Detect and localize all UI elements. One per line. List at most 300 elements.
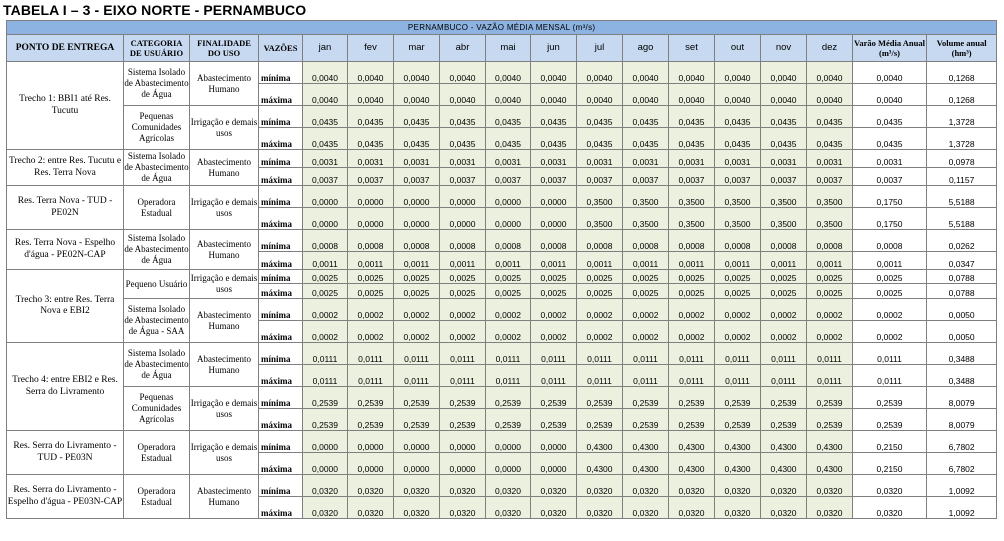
media-anual-cell: 0,2539 xyxy=(853,387,927,409)
categoria-cell: Sistema Isolado de Abastecimento de Água xyxy=(124,230,190,270)
table-banner: PERNAMBUCO - VAZÃO MÉDIA MENSAL (m³/s) xyxy=(7,21,997,35)
month-value-cell: 0,0011 xyxy=(577,252,623,270)
month-value-cell: 0,0002 xyxy=(440,299,486,321)
month-value-cell: 0,0111 xyxy=(486,365,531,387)
month-value-cell: 0,0040 xyxy=(623,62,669,84)
header-row xyxy=(7,35,997,62)
month-value-cell: 0,0111 xyxy=(440,343,486,365)
table-row xyxy=(7,186,997,208)
categoria-cell: Sistema Isolado de Abastecimento de Água xyxy=(124,150,190,186)
month-value-cell: 0,0000 xyxy=(394,431,440,453)
month-value-cell: 0,0040 xyxy=(807,84,853,106)
month-value-cell: 0,0031 xyxy=(303,150,348,168)
month-value-cell: 0,0000 xyxy=(486,208,531,230)
month-value-cell: 0,0002 xyxy=(486,321,531,343)
month-value-cell: 0,2539 xyxy=(761,387,807,409)
month-value-cell: 0,0320 xyxy=(669,497,715,519)
finalidade-cell: Abastecimento Humano xyxy=(190,150,259,186)
month-value-cell: 0,0008 xyxy=(761,230,807,252)
volume-anual-cell: 6,7802 xyxy=(927,453,997,475)
ponto-entrega-cell: Trecho 2: entre Res. Tucutu e Res. Terra Nova xyxy=(7,150,124,186)
month-value-cell: 0,0000 xyxy=(303,453,348,475)
table-row xyxy=(7,62,997,84)
month-value-cell: 0,2539 xyxy=(394,409,440,431)
month-value-cell: 0,0040 xyxy=(715,84,761,106)
vazao-type-cell: máxima xyxy=(259,321,303,343)
vazao-type-cell: mínima xyxy=(259,230,303,252)
month-value-cell: 0,0111 xyxy=(577,365,623,387)
finalidade-cell: Irrigação e demais usos xyxy=(190,431,259,475)
month-value-cell: 0,2539 xyxy=(303,387,348,409)
month-value-cell: 0,0320 xyxy=(577,475,623,497)
month-value-cell: 0,0435 xyxy=(394,106,440,128)
month-value-cell: 0,0002 xyxy=(531,299,577,321)
month-value-cell: 0,0000 xyxy=(348,208,394,230)
month-value-cell: 0,0320 xyxy=(303,497,348,519)
month-value-cell: 0,0435 xyxy=(394,128,440,150)
month-value-cell: 0,0008 xyxy=(440,230,486,252)
finalidade-cell: Irrigação e demais usos xyxy=(190,387,259,431)
month-value-cell: 0,0000 xyxy=(394,208,440,230)
header-month: jun xyxy=(531,35,577,62)
month-value-cell: 0,0025 xyxy=(348,270,394,284)
month-value-cell: 0,2539 xyxy=(348,387,394,409)
month-value-cell: 0,0002 xyxy=(807,299,853,321)
month-value-cell: 0,0008 xyxy=(394,230,440,252)
volume-anual-cell: 5,5188 xyxy=(927,186,997,208)
month-value-cell: 0,0111 xyxy=(623,343,669,365)
header-month: dez xyxy=(807,35,853,62)
ponto-entrega-cell: Res. Serra do Livramento - TUD - PE03N xyxy=(7,431,124,475)
month-value-cell: 0,0111 xyxy=(577,343,623,365)
month-value-cell: 0,0000 xyxy=(531,208,577,230)
month-value-cell: 0,0320 xyxy=(623,497,669,519)
month-value-cell: 0,2539 xyxy=(394,387,440,409)
month-value-cell: 0,0031 xyxy=(440,150,486,168)
month-value-cell: 0,0000 xyxy=(348,453,394,475)
month-value-cell: 0,2539 xyxy=(577,387,623,409)
vazao-type-cell: máxima xyxy=(259,84,303,106)
media-anual-cell: 0,0025 xyxy=(853,270,927,284)
media-anual-cell: 0,0031 xyxy=(853,150,927,168)
month-value-cell: 0,0435 xyxy=(807,106,853,128)
month-value-cell: 0,0040 xyxy=(761,84,807,106)
month-value-cell: 0,0011 xyxy=(531,252,577,270)
month-value-cell: 0,3500 xyxy=(807,208,853,230)
volume-anual-cell: 8,0079 xyxy=(927,409,997,431)
month-value-cell: 0,4300 xyxy=(623,431,669,453)
month-value-cell: 0,4300 xyxy=(807,453,853,475)
vazao-type-cell: mínima xyxy=(259,387,303,409)
month-value-cell: 0,0037 xyxy=(348,168,394,186)
vazao-type-cell: mínima xyxy=(259,270,303,284)
month-value-cell: 0,0320 xyxy=(440,475,486,497)
vazao-type-cell: máxima xyxy=(259,128,303,150)
month-value-cell: 0,0002 xyxy=(761,299,807,321)
month-value-cell: 0,0040 xyxy=(577,62,623,84)
month-value-cell: 0,0002 xyxy=(531,321,577,343)
month-value-cell: 0,0025 xyxy=(394,270,440,284)
month-value-cell: 0,0002 xyxy=(394,299,440,321)
volume-anual-cell: 0,1268 xyxy=(927,84,997,106)
table-row xyxy=(7,230,997,252)
month-value-cell: 0,0002 xyxy=(348,321,394,343)
categoria-cell: Operadora Estadual xyxy=(124,186,190,230)
month-value-cell: 0,4300 xyxy=(669,453,715,475)
categoria-cell: Operadora Estadual xyxy=(124,431,190,475)
media-anual-cell: 0,0011 xyxy=(853,252,927,270)
month-value-cell: 0,0002 xyxy=(394,321,440,343)
month-value-cell: 0,0040 xyxy=(440,84,486,106)
finalidade-cell: Abastecimento Humano xyxy=(190,62,259,106)
month-value-cell: 0,0008 xyxy=(577,230,623,252)
month-value-cell: 0,0000 xyxy=(531,453,577,475)
month-value-cell: 0,0320 xyxy=(348,497,394,519)
volume-anual-cell: 8,0079 xyxy=(927,387,997,409)
month-value-cell: 0,2539 xyxy=(486,409,531,431)
month-value-cell: 0,0025 xyxy=(577,284,623,299)
month-value-cell: 0,0435 xyxy=(715,106,761,128)
month-value-cell: 0,4300 xyxy=(623,453,669,475)
month-value-cell: 0,0025 xyxy=(623,270,669,284)
month-value-cell: 0,0040 xyxy=(761,62,807,84)
month-value-cell: 0,0111 xyxy=(715,365,761,387)
month-value-cell: 0,0008 xyxy=(807,230,853,252)
month-value-cell: 0,0040 xyxy=(486,84,531,106)
month-value-cell: 0,0025 xyxy=(531,284,577,299)
month-value-cell: 0,0040 xyxy=(348,84,394,106)
media-anual-cell: 0,0002 xyxy=(853,321,927,343)
month-value-cell: 0,0002 xyxy=(348,299,394,321)
media-anual-cell: 0,2539 xyxy=(853,409,927,431)
month-value-cell: 0,0002 xyxy=(715,321,761,343)
media-anual-cell: 0,0111 xyxy=(853,343,927,365)
month-value-cell: 0,0040 xyxy=(440,62,486,84)
ponto-entrega-cell: Res. Serra do Livramento - Espelho d'água - PE03N-CAP xyxy=(7,475,124,519)
finalidade-cell: Abastecimento Humano xyxy=(190,475,259,519)
volume-anual-cell: 1,3728 xyxy=(927,128,997,150)
volume-anual-cell: 0,3488 xyxy=(927,365,997,387)
month-value-cell: 0,2539 xyxy=(807,387,853,409)
month-value-cell: 0,0002 xyxy=(440,321,486,343)
table-row xyxy=(7,387,997,409)
month-value-cell: 0,0320 xyxy=(486,497,531,519)
month-value-cell: 0,0000 xyxy=(531,431,577,453)
month-value-cell: 0,0040 xyxy=(531,84,577,106)
volume-anual-cell: 0,0788 xyxy=(927,284,997,299)
month-value-cell: 0,4300 xyxy=(761,453,807,475)
month-value-cell: 0,4300 xyxy=(715,453,761,475)
month-value-cell: 0,0435 xyxy=(486,106,531,128)
month-value-cell: 0,0000 xyxy=(303,208,348,230)
categoria-cell: Operadora Estadual xyxy=(124,475,190,519)
month-value-cell: 0,0320 xyxy=(761,497,807,519)
month-value-cell: 0,0037 xyxy=(577,168,623,186)
month-value-cell: 0,0000 xyxy=(486,453,531,475)
month-value-cell: 0,0000 xyxy=(486,186,531,208)
month-value-cell: 0,0320 xyxy=(394,475,440,497)
ponto-entrega-cell: Trecho 3: entre Res. Terra Nova e EBI2 xyxy=(7,270,124,343)
month-value-cell: 0,0002 xyxy=(761,321,807,343)
header-month: set xyxy=(669,35,715,62)
month-value-cell: 0,0011 xyxy=(715,252,761,270)
vazao-type-cell: máxima xyxy=(259,208,303,230)
month-value-cell: 0,0002 xyxy=(623,321,669,343)
media-anual-cell: 0,1750 xyxy=(853,186,927,208)
month-value-cell: 0,0000 xyxy=(348,431,394,453)
volume-anual-cell: 0,0347 xyxy=(927,252,997,270)
month-value-cell: 0,0111 xyxy=(348,343,394,365)
vazao-type-cell: mínima xyxy=(259,299,303,321)
month-value-cell: 0,0040 xyxy=(669,62,715,84)
month-value-cell: 0,4300 xyxy=(807,431,853,453)
month-value-cell: 0,2539 xyxy=(348,409,394,431)
media-anual-cell: 0,0008 xyxy=(853,230,927,252)
month-value-cell: 0,0320 xyxy=(440,497,486,519)
month-value-cell: 0,0037 xyxy=(303,168,348,186)
month-value-cell: 0,0025 xyxy=(486,270,531,284)
month-value-cell: 0,0008 xyxy=(623,230,669,252)
header-month: jul xyxy=(577,35,623,62)
table-row xyxy=(7,106,997,128)
month-value-cell: 0,0435 xyxy=(623,106,669,128)
month-value-cell: 0,0040 xyxy=(303,62,348,84)
month-value-cell: 0,3500 xyxy=(761,208,807,230)
month-value-cell: 0,0111 xyxy=(807,365,853,387)
month-value-cell: 0,0320 xyxy=(348,475,394,497)
month-value-cell: 0,0011 xyxy=(440,252,486,270)
volume-anual-cell: 0,1157 xyxy=(927,168,997,186)
table-row xyxy=(7,270,997,284)
month-value-cell: 0,3500 xyxy=(669,186,715,208)
volume-anual-cell: 0,0788 xyxy=(927,270,997,284)
vazao-type-cell: mínima xyxy=(259,343,303,365)
month-value-cell: 0,0011 xyxy=(669,252,715,270)
media-anual-cell: 0,2150 xyxy=(853,431,927,453)
month-value-cell: 0,0025 xyxy=(531,270,577,284)
month-value-cell: 0,0040 xyxy=(807,62,853,84)
month-value-cell: 0,0320 xyxy=(577,497,623,519)
month-value-cell: 0,2539 xyxy=(761,409,807,431)
month-value-cell: 0,3500 xyxy=(577,186,623,208)
month-value-cell: 0,0031 xyxy=(486,150,531,168)
month-value-cell: 0,0320 xyxy=(623,475,669,497)
month-value-cell: 0,0025 xyxy=(394,284,440,299)
month-value-cell: 0,0025 xyxy=(761,270,807,284)
media-anual-cell: 0,1750 xyxy=(853,208,927,230)
media-anual-cell: 0,0040 xyxy=(853,62,927,84)
month-value-cell: 0,0008 xyxy=(303,230,348,252)
vazao-type-cell: máxima xyxy=(259,252,303,270)
month-value-cell: 0,2539 xyxy=(669,409,715,431)
volume-anual-cell: 0,0050 xyxy=(927,321,997,343)
month-value-cell: 0,0111 xyxy=(486,343,531,365)
month-value-cell: 0,0435 xyxy=(669,128,715,150)
month-value-cell: 0,0031 xyxy=(531,150,577,168)
media-anual-cell: 0,0040 xyxy=(853,84,927,106)
month-value-cell: 0,0002 xyxy=(623,299,669,321)
month-value-cell: 0,0011 xyxy=(348,252,394,270)
month-value-cell: 0,0002 xyxy=(577,321,623,343)
month-value-cell: 0,0031 xyxy=(715,150,761,168)
categoria-cell: Pequeno Usuário xyxy=(124,270,190,299)
month-value-cell: 0,0002 xyxy=(577,299,623,321)
month-value-cell: 0,0000 xyxy=(440,431,486,453)
header-ponto: PONTO DE ENTREGA xyxy=(7,35,124,62)
month-value-cell: 0,0008 xyxy=(715,230,761,252)
month-value-cell: 0,0011 xyxy=(394,252,440,270)
media-anual-cell: 0,0002 xyxy=(853,299,927,321)
month-value-cell: 0,0037 xyxy=(440,168,486,186)
month-value-cell: 0,0320 xyxy=(715,475,761,497)
header-finalidade: FINALIDADE DO USO xyxy=(190,35,259,62)
table-title: TABELA I – 3 - EIXO NORTE - PERNAMBUCO xyxy=(3,2,307,18)
table-row xyxy=(7,343,997,365)
month-value-cell: 0,0435 xyxy=(303,128,348,150)
month-value-cell: 0,0435 xyxy=(577,128,623,150)
month-value-cell: 0,0435 xyxy=(577,106,623,128)
month-value-cell: 0,3500 xyxy=(715,208,761,230)
table-row xyxy=(7,431,997,453)
month-value-cell: 0,0111 xyxy=(531,343,577,365)
month-value-cell: 0,0025 xyxy=(715,284,761,299)
month-value-cell: 0,0031 xyxy=(761,150,807,168)
month-value-cell: 0,0002 xyxy=(669,299,715,321)
month-value-cell: 0,0320 xyxy=(531,497,577,519)
month-value-cell: 0,2539 xyxy=(623,387,669,409)
volume-anual-cell: 0,1268 xyxy=(927,62,997,84)
month-value-cell: 0,0025 xyxy=(303,270,348,284)
ponto-entrega-cell: Res. Terra Nova - TUD - PE02N xyxy=(7,186,124,230)
month-value-cell: 0,0111 xyxy=(623,365,669,387)
month-value-cell: 0,0111 xyxy=(669,343,715,365)
month-value-cell: 0,0025 xyxy=(761,284,807,299)
month-value-cell: 0,0000 xyxy=(303,431,348,453)
month-value-cell: 0,0011 xyxy=(623,252,669,270)
month-value-cell: 0,0040 xyxy=(669,84,715,106)
month-value-cell: 0,0435 xyxy=(440,128,486,150)
month-value-cell: 0,0025 xyxy=(807,270,853,284)
month-value-cell: 0,0037 xyxy=(623,168,669,186)
month-value-cell: 0,0000 xyxy=(394,453,440,475)
vazao-type-cell: mínima xyxy=(259,431,303,453)
month-value-cell: 0,0435 xyxy=(807,128,853,150)
month-value-cell: 0,0037 xyxy=(531,168,577,186)
month-value-cell: 0,0040 xyxy=(577,84,623,106)
month-value-cell: 0,0031 xyxy=(669,150,715,168)
month-value-cell: 0,0040 xyxy=(531,62,577,84)
month-value-cell: 0,0435 xyxy=(761,128,807,150)
categoria-cell: Sistema Isolado de Abastecimento de Água xyxy=(124,62,190,106)
month-value-cell: 0,0037 xyxy=(669,168,715,186)
categoria-cell: Sistema Isolado de Abastecimento de Água - SAA xyxy=(124,299,190,343)
month-value-cell: 0,0002 xyxy=(715,299,761,321)
month-value-cell: 0,0111 xyxy=(303,343,348,365)
month-value-cell: 0,0040 xyxy=(486,62,531,84)
media-anual-cell: 0,0320 xyxy=(853,497,927,519)
flow-table xyxy=(6,20,997,519)
ponto-entrega-cell: Res. Terra Nova - Espelho d'água - PE02N-CAP xyxy=(7,230,124,270)
month-value-cell: 0,0025 xyxy=(669,284,715,299)
media-anual-cell: 0,0435 xyxy=(853,106,927,128)
month-value-cell: 0,0002 xyxy=(303,299,348,321)
month-value-cell: 0,0037 xyxy=(715,168,761,186)
vazao-type-cell: mínima xyxy=(259,62,303,84)
month-value-cell: 0,0111 xyxy=(348,365,394,387)
ponto-entrega-cell: Trecho 4: entre EBI2 e Res. Serra do Livramento xyxy=(7,343,124,431)
header-volume: Volume anual (hm³) xyxy=(927,35,997,62)
header-month: jan xyxy=(303,35,348,62)
media-anual-cell: 0,0025 xyxy=(853,284,927,299)
month-value-cell: 0,0320 xyxy=(669,475,715,497)
volume-anual-cell: 0,0050 xyxy=(927,299,997,321)
month-value-cell: 0,0025 xyxy=(807,284,853,299)
month-value-cell: 0,0002 xyxy=(807,321,853,343)
month-value-cell: 0,0037 xyxy=(807,168,853,186)
month-value-cell: 0,4300 xyxy=(761,431,807,453)
month-value-cell: 0,0040 xyxy=(394,62,440,84)
month-value-cell: 0,2539 xyxy=(715,409,761,431)
vazao-type-cell: máxima xyxy=(259,284,303,299)
vazao-type-cell: máxima xyxy=(259,168,303,186)
month-value-cell: 0,0111 xyxy=(394,365,440,387)
volume-anual-cell: 5,5188 xyxy=(927,208,997,230)
month-value-cell: 0,0031 xyxy=(394,150,440,168)
header-month: out xyxy=(715,35,761,62)
media-anual-cell: 0,0320 xyxy=(853,475,927,497)
vazao-type-cell: máxima xyxy=(259,453,303,475)
vazao-type-cell: mínima xyxy=(259,475,303,497)
header-month: ago xyxy=(623,35,669,62)
media-anual-cell: 0,0111 xyxy=(853,365,927,387)
header-media: Varão Média Anual (m³/s) xyxy=(853,35,927,62)
month-value-cell: 0,2539 xyxy=(303,409,348,431)
month-value-cell: 0,0435 xyxy=(761,106,807,128)
month-value-cell: 0,0111 xyxy=(303,365,348,387)
volume-anual-cell: 6,7802 xyxy=(927,431,997,453)
month-value-cell: 0,0025 xyxy=(623,284,669,299)
header-month: nov xyxy=(761,35,807,62)
month-value-cell: 0,0025 xyxy=(486,284,531,299)
month-value-cell: 0,0111 xyxy=(531,365,577,387)
month-value-cell: 0,0011 xyxy=(807,252,853,270)
table-row xyxy=(7,150,997,168)
month-value-cell: 0,0008 xyxy=(486,230,531,252)
month-value-cell: 0,2539 xyxy=(440,409,486,431)
finalidade-cell: Abastecimento Humano xyxy=(190,230,259,270)
month-value-cell: 0,0320 xyxy=(715,497,761,519)
finalidade-cell: Irrigação e demais usos xyxy=(190,106,259,150)
month-value-cell: 0,3500 xyxy=(577,208,623,230)
month-value-cell: 0,0025 xyxy=(303,284,348,299)
month-value-cell: 0,0000 xyxy=(348,186,394,208)
month-value-cell: 0,0040 xyxy=(348,62,394,84)
header-month: mai xyxy=(486,35,531,62)
volume-anual-cell: 1,0092 xyxy=(927,475,997,497)
month-value-cell: 0,2539 xyxy=(623,409,669,431)
month-value-cell: 0,3500 xyxy=(669,208,715,230)
month-value-cell: 0,0037 xyxy=(486,168,531,186)
month-value-cell: 0,0000 xyxy=(531,186,577,208)
month-value-cell: 0,0320 xyxy=(531,475,577,497)
month-value-cell: 0,0320 xyxy=(761,475,807,497)
month-value-cell: 0,2539 xyxy=(807,409,853,431)
month-value-cell: 0,0011 xyxy=(303,252,348,270)
month-value-cell: 0,4300 xyxy=(669,431,715,453)
month-value-cell: 0,0111 xyxy=(669,365,715,387)
month-value-cell: 0,2539 xyxy=(577,409,623,431)
month-value-cell: 0,0000 xyxy=(440,186,486,208)
